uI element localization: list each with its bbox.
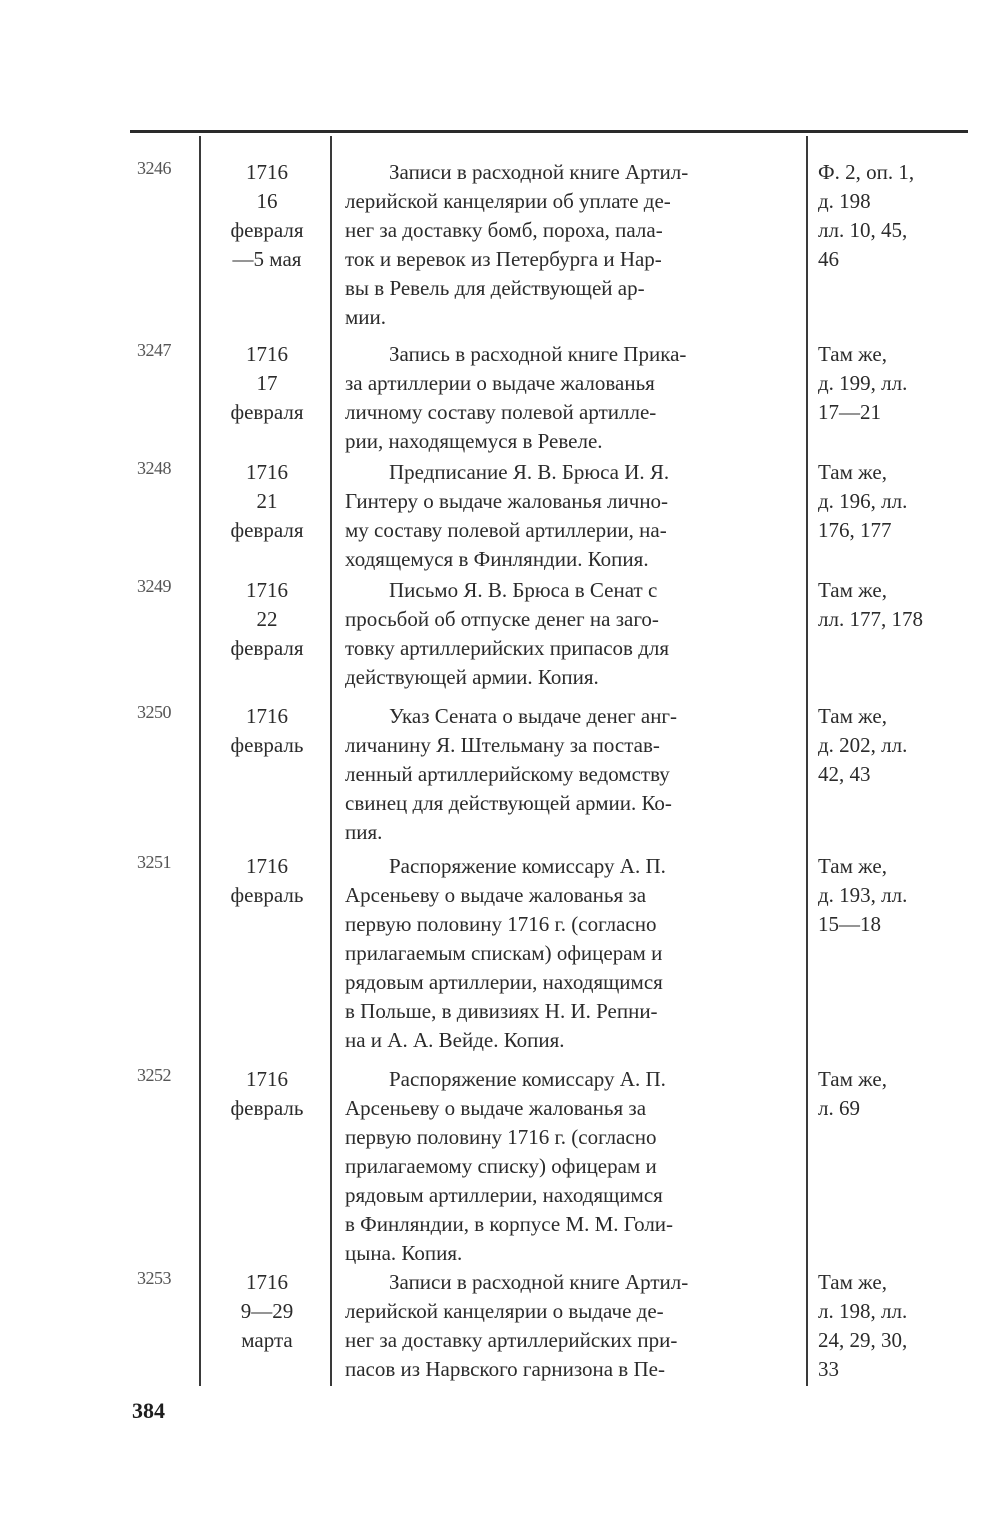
entry-description-line: действующей армии. Копия. bbox=[345, 665, 599, 689]
entry-description-line: пия. bbox=[345, 820, 383, 844]
page-number: 384 bbox=[132, 1398, 165, 1423]
entry-source-line: 17—21 bbox=[818, 400, 881, 424]
entry-description-line: Письмо Я. В. Брюса в Сенат с bbox=[389, 578, 658, 602]
entry-date-line: 1716 bbox=[246, 460, 288, 484]
entry-source-line: д. 202, лл. bbox=[818, 733, 908, 757]
entry-description-line: просьбой об отпуске денег на заго- bbox=[345, 607, 659, 631]
entry-date-line: 1716 bbox=[246, 704, 288, 728]
entry-date-line: февраля bbox=[230, 218, 304, 242]
entry-source bbox=[818, 158, 978, 274]
entry-date-line: февраль bbox=[230, 883, 304, 907]
entry-description-line: цына. Копия. bbox=[345, 1241, 463, 1265]
entry-number: 3250 bbox=[137, 702, 171, 722]
entry-source-line: Там же, bbox=[818, 854, 887, 878]
entry-description-line: Запись в расходной книге Прика- bbox=[389, 342, 687, 366]
entry-number: 3247 bbox=[137, 340, 171, 360]
entry-source bbox=[818, 1065, 978, 1123]
entry-description-line: первую половину 1716 г. (согласно bbox=[345, 1125, 657, 1149]
entry-description-line: Распоряжение комиссару А. П. bbox=[389, 854, 666, 878]
entry-description-line: на и А. А. Вейде. Копия. bbox=[345, 1028, 565, 1052]
entry-date-line: 1716 bbox=[246, 160, 288, 184]
entry-description-line: в Финляндии, в корпусе М. М. Голи- bbox=[345, 1212, 674, 1236]
entry-date bbox=[205, 1268, 329, 1355]
entry-source-line: Там же, bbox=[818, 460, 887, 484]
entry-source-line: д. 193, лл. bbox=[818, 883, 908, 907]
entry-description-line: свинец для действующей армии. Ко- bbox=[345, 791, 672, 815]
entry-description-line: в Польше, в дивизиях Н. И. Репни- bbox=[345, 999, 658, 1023]
entry-description-line: Указ Сената о выдаче денег анг- bbox=[389, 704, 678, 728]
entry-date bbox=[205, 702, 329, 760]
entry-description-line: личному составу полевой артилле- bbox=[345, 400, 657, 424]
entry-date-line: февраля bbox=[230, 400, 304, 424]
entry-source-line: Там же, bbox=[818, 1067, 887, 1091]
entry-description-line: товку артиллерийских припасов для bbox=[345, 636, 670, 660]
entry-date-line: 16 bbox=[256, 189, 278, 213]
entry-description-line: лерийской канцелярии о выдаче де- bbox=[345, 1299, 664, 1323]
entry-description-line: прилагаемым спискам) офицерам и bbox=[345, 941, 663, 965]
entry-date-line: 17 bbox=[256, 371, 278, 395]
entry-source-line: Там же, bbox=[818, 704, 887, 728]
entry-date-line: февраля bbox=[230, 518, 304, 542]
entry-description-line: личанину Я. Штельману за постав- bbox=[345, 733, 660, 757]
entry-description-line: лерийской канцелярии об уплате де- bbox=[345, 189, 671, 213]
entry-description-line: му составу полевой артиллерии, на- bbox=[345, 518, 667, 542]
entry-description-line: рядовым артиллерии, находящимся bbox=[345, 970, 663, 994]
entry-description-line: пасов из Нарвского гарнизона в Пе- bbox=[345, 1357, 665, 1381]
column-divider-number bbox=[199, 136, 201, 1386]
entry-description bbox=[345, 458, 800, 574]
entry-source-line: 15—18 bbox=[818, 912, 881, 936]
entry-number: 3249 bbox=[137, 576, 171, 596]
entry-date-line: марта bbox=[241, 1328, 293, 1352]
entry-description bbox=[345, 1065, 800, 1268]
entry-date-line: 1716 bbox=[246, 1270, 288, 1294]
entry-number: 3246 bbox=[137, 158, 171, 178]
entry-source bbox=[818, 458, 978, 545]
entry-source-line: л. 69 bbox=[818, 1096, 860, 1120]
entry-description-line: нег за доставку артиллерийских при- bbox=[345, 1328, 678, 1352]
entry-description-line: рии, находящемуся в Ревеле. bbox=[345, 429, 603, 453]
entry-description-line: Гинтеру о выдаче жалованья лично- bbox=[345, 489, 669, 513]
entry-description-line: нег за доставку бомб, пороха, пала- bbox=[345, 218, 663, 242]
entry-description-line: Предписание Я. В. Брюса И. Я. bbox=[389, 460, 670, 484]
entry-description-line: ток и веревок из Петербурга и Нар- bbox=[345, 247, 662, 271]
column-divider-date bbox=[330, 136, 332, 1386]
entry-date-line: 9—29 bbox=[240, 1299, 294, 1323]
entry-number: 3248 bbox=[137, 458, 171, 478]
entry-date bbox=[205, 340, 329, 427]
entry-source bbox=[818, 576, 978, 634]
entry-date bbox=[205, 852, 329, 910]
entry-source-line: 24, 29, 30, bbox=[818, 1328, 908, 1352]
entry-description bbox=[345, 852, 800, 1055]
entry-source bbox=[818, 340, 978, 427]
entry-description bbox=[345, 158, 800, 332]
entry-description bbox=[345, 340, 800, 456]
entry-source-line: лл. 10, 45, bbox=[818, 218, 908, 242]
entry-description-line: ленный артиллерийскому ведомству bbox=[345, 762, 670, 786]
entry-source-line: Там же, bbox=[818, 342, 887, 366]
entry-date bbox=[205, 1065, 329, 1123]
entry-source-line: д. 199, лл. bbox=[818, 371, 908, 395]
entry-source-line: Там же, bbox=[818, 578, 887, 602]
entry-source-line: лл. 177, 178 bbox=[818, 607, 923, 631]
column-divider-description bbox=[806, 136, 808, 1386]
entry-number: 3251 bbox=[137, 852, 171, 872]
entry-source-line: 33 bbox=[818, 1357, 839, 1381]
entry-source bbox=[818, 702, 978, 789]
entry-number: 3253 bbox=[137, 1268, 171, 1288]
entry-description-line: Распоряжение комиссару А. П. bbox=[389, 1067, 666, 1091]
top-rule bbox=[130, 130, 968, 133]
entry-description-line: Записи в расходной книге Артил- bbox=[389, 1270, 689, 1294]
entry-date-line: 1716 bbox=[246, 578, 288, 602]
entry-description-line: первую половину 1716 г. (согласно bbox=[345, 912, 657, 936]
entry-date-line: 1716 bbox=[246, 1067, 288, 1091]
entry-description bbox=[345, 1268, 800, 1384]
entry-number: 3252 bbox=[137, 1065, 171, 1085]
entry-description bbox=[345, 702, 800, 847]
entry-date-line: 1716 bbox=[246, 342, 288, 366]
entry-source-line: Ф. 2, оп. 1, bbox=[818, 160, 915, 184]
entry-description-line: прилагаемому списку) офицерам и bbox=[345, 1154, 657, 1178]
entry-date-line: февраля bbox=[230, 636, 304, 660]
entry-description-line: Арсеньеву о выдаче жалованья за bbox=[345, 883, 647, 907]
entry-source-line: л. 198, лл. bbox=[818, 1299, 908, 1323]
entry-date-line: —5 мая bbox=[232, 247, 302, 271]
entry-date bbox=[205, 458, 329, 545]
entry-description-line: рядовым артиллерии, находящимся bbox=[345, 1183, 663, 1207]
entry-source bbox=[818, 1268, 978, 1384]
entry-description-line: ходящемуся в Финляндии. Копия. bbox=[345, 547, 649, 571]
entry-date-line: 22 bbox=[256, 607, 278, 631]
entry-date-line: февраль bbox=[230, 1096, 304, 1120]
entry-date-line: февраль bbox=[230, 733, 304, 757]
entry-source-line: д. 196, лл. bbox=[818, 489, 908, 513]
entry-source-line: 42, 43 bbox=[818, 762, 871, 786]
entry-source-line: д. 198 bbox=[818, 189, 871, 213]
entry-source-line: 176, 177 bbox=[818, 518, 892, 542]
entry-description-line: Записи в расходной книге Артил- bbox=[389, 160, 689, 184]
entry-date-line: 1716 bbox=[246, 854, 288, 878]
entry-description-line: вы в Ревель для действующей ар- bbox=[345, 276, 645, 300]
entry-source-line: 46 bbox=[818, 247, 839, 271]
entry-source bbox=[818, 852, 978, 939]
entry-description-line: за артиллерии о выдаче жалованья bbox=[345, 371, 655, 395]
entry-date-line: 21 bbox=[256, 489, 278, 513]
entry-date bbox=[205, 576, 329, 663]
entry-source-line: Там же, bbox=[818, 1270, 887, 1294]
entry-description bbox=[345, 576, 800, 692]
entry-description-line: Арсеньеву о выдаче жалованья за bbox=[345, 1096, 647, 1120]
entry-description-line: мии. bbox=[345, 305, 387, 329]
entry-date bbox=[205, 158, 329, 274]
